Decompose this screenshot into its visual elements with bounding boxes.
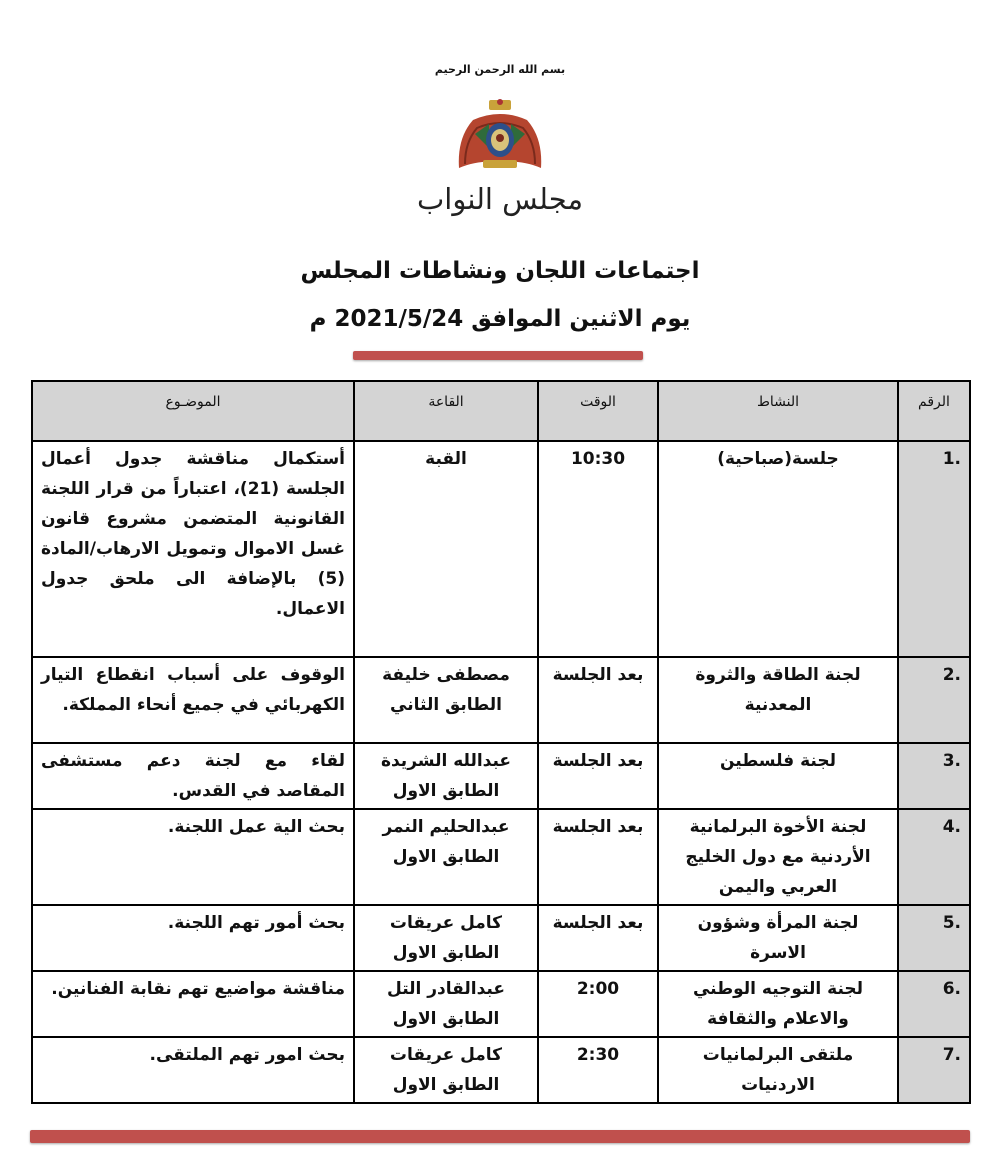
- column-header-activity: النشاط: [658, 381, 898, 441]
- row-number: .7: [898, 1037, 970, 1103]
- logo-text-parliament: مجلس النواب: [416, 182, 584, 216]
- coat-of-arms-emblem: [453, 98, 547, 176]
- row-time: بعد الجلسة: [538, 809, 658, 905]
- column-header-time: الوقت: [538, 381, 658, 441]
- row-hall: كامل عريقات الطابق الاول: [354, 905, 538, 971]
- row-hall: عبدالحليم النمر الطابق الاول: [354, 809, 538, 905]
- row-hall: كامل عريقات الطابق الاول: [354, 1037, 538, 1103]
- decorative-rule-top: [353, 351, 643, 360]
- basmala: بسم الله الرحمن الرحيم: [434, 63, 566, 76]
- row-topic: أستكمال مناقشة جدول أعمال الجلسة (21)، اعتباراً من قرار اللجنة القانونية المتضمن مشروع قانون غسل الاموال وتمويل الارهاب/المادة (5) بالإضافة الى ملحق جدول الاعمال.: [32, 441, 354, 657]
- row-number: .4: [898, 809, 970, 905]
- row-time: 2:30: [538, 1037, 658, 1103]
- row-number: .2: [898, 657, 970, 743]
- column-header-number: الرقم: [898, 381, 970, 441]
- table-row: [32, 441, 970, 657]
- row-time: 10:30: [538, 441, 658, 657]
- row-time: بعد الجلسة: [538, 905, 658, 971]
- row-hall: مصطفى خليفة الطابق الثاني: [354, 657, 538, 743]
- row-time: بعد الجلسة: [538, 657, 658, 743]
- row-activity: جلسة(صباحية): [658, 441, 898, 657]
- column-header-topic: الموضـوع: [32, 381, 354, 441]
- table-row: [32, 1037, 970, 1103]
- row-time: بعد الجلسة: [538, 743, 658, 809]
- row-number: .3: [898, 743, 970, 809]
- page-subtitle-date: يوم الاثنين الموافق 2021/5/24 م: [309, 306, 691, 332]
- row-activity: لجنة المرأة وشؤون الاسرة: [658, 905, 898, 971]
- decorative-rule-bottom: [30, 1130, 970, 1143]
- row-activity: لجنة الأخوة البرلمانية الأردنية مع دول الخليج العربي واليمن: [658, 809, 898, 905]
- page-title: اجتماعات اللجان ونشاطات المجلس: [300, 258, 700, 284]
- row-topic: بحث الية عمل اللجنة.: [32, 809, 354, 905]
- row-topic: بحث امور تهم الملتقى.: [32, 1037, 354, 1103]
- table-row: [32, 971, 970, 1037]
- row-hall: القبة: [354, 441, 538, 657]
- table-row: [32, 809, 970, 905]
- schedule-table: [31, 380, 971, 1104]
- row-topic: الوقوف على أسباب انقطاع التيار الكهربائي في جميع أنحاء المملكة.: [32, 657, 354, 743]
- table-row: [32, 657, 970, 743]
- row-topic: لقاء مع لجنة دعم مستشفى المقاصد في القدس.: [32, 743, 354, 809]
- row-activity: لجنة التوجيه الوطني والاعلام والثقافة: [658, 971, 898, 1037]
- row-hall: عبدالله الشريدة الطابق الاول: [354, 743, 538, 809]
- table-header-row: [32, 381, 970, 441]
- table-row: [32, 743, 970, 809]
- row-hall: عبدالقادر التل الطابق الاول: [354, 971, 538, 1037]
- row-time: 2:00: [538, 971, 658, 1037]
- row-activity: لجنة فلسطين: [658, 743, 898, 809]
- row-topic: مناقشة مواضيع تهم نقابة الفنانين.: [32, 971, 354, 1037]
- column-header-hall: القاعة: [354, 381, 538, 441]
- row-activity: ملتقى البرلمانيات الاردنيات: [658, 1037, 898, 1103]
- row-number: .1: [898, 441, 970, 657]
- table-row: [32, 905, 970, 971]
- row-number: .5: [898, 905, 970, 971]
- row-topic: بحث أمور تهم اللجنة.: [32, 905, 354, 971]
- row-number: .6: [898, 971, 970, 1037]
- row-activity: لجنة الطاقة والثروة المعدنية: [658, 657, 898, 743]
